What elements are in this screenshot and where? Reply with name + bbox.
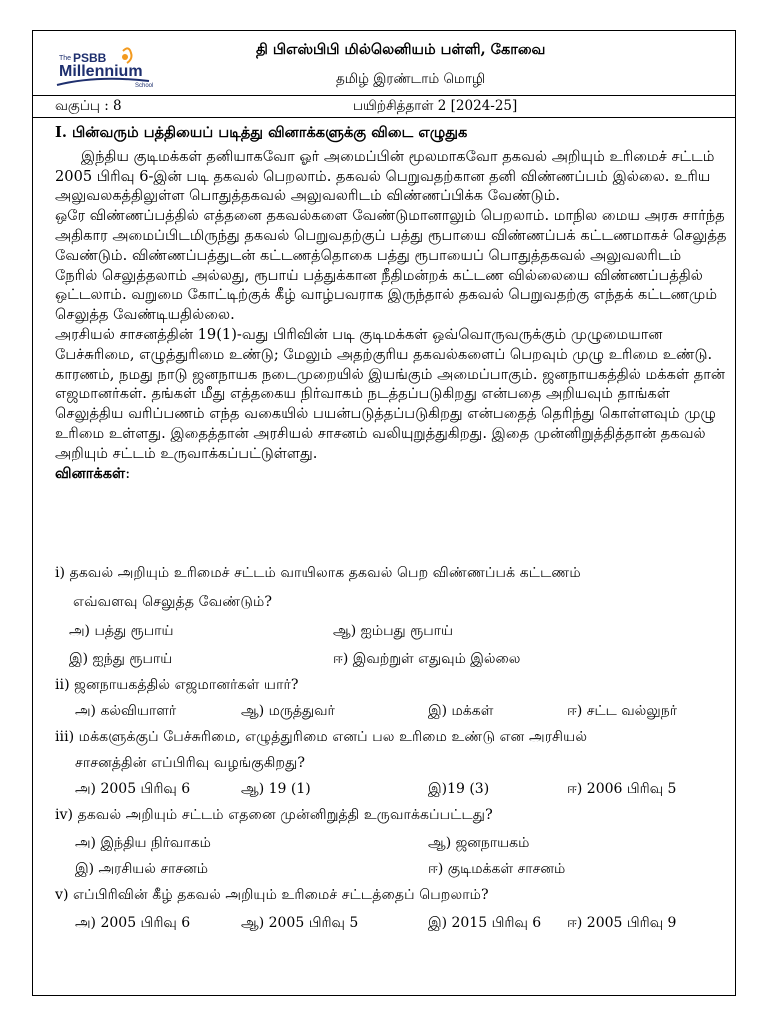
- question-1: i) தகவல் அறியும் உரிமைச் சட்டம் வாயிலாக தகவல் பெற விண்ணப்பக் கட்டணம்: [55, 565, 581, 581]
- question-4-option-d: ஈ) குடிமக்கள் சாசனம்: [428, 861, 566, 877]
- worksheet-page: [32, 30, 736, 996]
- question-2-option-b: ஆ) மருத்துவர்: [241, 703, 335, 719]
- question-1-option-b: ஆ) ஐம்பது ரூபாய்: [333, 623, 453, 639]
- class-label: வகுப்பு : 8: [55, 98, 122, 114]
- question-4-option-b: ஆ) ஜனநாயகம்: [428, 835, 530, 851]
- question-5-option-c: இ) 2015 பிரிவு 6: [428, 915, 542, 931]
- question-5-option-b: ஆ) 2005 பிரிவு 5: [241, 915, 359, 931]
- question-4: iv) தகவல் அறியும் சட்டம் எதனை முன்னிறுத்தி உருவாக்கப்பட்டது?: [55, 807, 493, 823]
- logo-millennium: Millennium: [59, 63, 143, 80]
- question-5: v) எப்பிரிவின் கீழ் தகவல் அறியும் உரிமைச் சட்டத்தைப் பெறலாம்?: [55, 887, 489, 903]
- question-2-option-a: அ) கல்வியாளர்: [75, 703, 177, 719]
- question-1-option-a: அ) பத்து ரூபாய்: [69, 623, 174, 639]
- header-divider-bottom: [33, 117, 735, 118]
- question-2: ii) ஜனநாயகத்தில் எஜமானர்கள் யார்?: [55, 677, 299, 693]
- question-1-continued: எவ்வளவு செலுத்த வேண்டும்?: [73, 594, 273, 610]
- logo-psbb: PSBB: [73, 51, 107, 65]
- question-3-option-b: ஆ) 19 (1): [241, 781, 311, 797]
- questions-colon: :: [125, 464, 131, 482]
- logo-school: School: [135, 83, 154, 89]
- question-3-continued: சாசனத்தின் எப்பிரிவு வழங்குகிறது?: [75, 755, 306, 771]
- question-3-option-d: ஈ) 2006 பிரிவு 5: [567, 781, 677, 797]
- worksheet-label: பயிற்சித்தாள் 2 [2024-25]: [353, 98, 518, 114]
- question-5-option-d: ஈ) 2005 பிரிவு 9: [567, 915, 677, 931]
- questions-heading: [55, 464, 727, 484]
- question-4-option-c: இ) அரசியல் சாசனம்: [75, 861, 209, 877]
- passage-paragraph-1: இந்திய குடிமக்கள் தனியாகவோ ஓர் அமைப்பின் மூலமாகவோ தகவல் அறியும் உரிமைச் சட்டம் 2005 பிரிவு 6-இன் படி தகவல் பெறலாம். தகவல் பெறுவதற்கான தனி விண்ணப்பம் இல்லை. உரிய அலுவலகத்திலுள்ள பொதுத்தகவல் அலுவலரிடம் விண்ணப்பிக்க வேண்டும்.: [55, 147, 715, 205]
- header-divider-top: [33, 95, 735, 96]
- question-2-option-c: இ) மக்கள்: [428, 703, 494, 719]
- passage-paragraph-2: ஒரே விண்ணப்பத்தில் எத்தனை தகவல்களை வேண்டுமானாலும் பெறலாம். மாநில மைய அரசு சார்ந்த அதிகார அமைப்பிடமிருந்து தகவல் பெறுவதற்குப் பத்து ரூபாயை விண்ணப்பக் கட்டணமாகச் செலுத்த வேண்டும். விண்ணப்பத்துடன் கட்டணத்தொகை பத்து ரூபாயைப் பொதுத்தகவல் அலுவலரிடம் நேரில் செலுத்தலாம் அல்லது, ரூபாய் பத்துக்கான நீதிமன்றக் கட்டண வில்லையை விண்ணப்பத்தில் ஒட்டலாம். வறுமை கோட்டிற்குக் கீழ் வாழ்பவராக இருந்தால் தகவல் பெறுவதற்கு எந்தக் கட்டணமும் செலுத்த வேண்டியதில்லை.: [55, 207, 727, 324]
- question-1-option-c: இ) ஐந்து ரூபாய்: [69, 651, 173, 667]
- question-3: iii) மக்களுக்குப் பேச்சுரிமை, எழுத்துரிமை எனப் பல உரிமை உண்டு என அரசியல்: [55, 729, 588, 745]
- passage-section: [55, 123, 727, 483]
- logo-the: The: [59, 55, 72, 62]
- section-title: I. பின்வரும் பத்தியைப் படித்து வினாக்களுக்கு விடை எழுதுக: [55, 124, 468, 141]
- question-2-option-d: ஈ) சட்ட வல்லுநர்: [567, 703, 678, 719]
- question-1-option-d: ஈ) இவற்றுள் எதுவும் இல்லை: [333, 651, 521, 667]
- question-4-option-a: அ) இந்திய நிர்வாகம்: [75, 835, 211, 851]
- passage-paragraph-3: அரசியல் சாசனத்தின் 19(1)-வது பிரிவின் படி குடிமக்கள் ஒவ்வொருவருக்கும் முழுமையான பேச்சுரிமை, எழுத்துரிமை உண்டு; மேலும் அதற்குரிய தகவல்களைப் பெறவும் முழு உரிமை உண்டு. காரணம், நமது நாடு ஜனநாயக நடைமுறையில் இயங்கும் அமைப்பாகும். ஜனநாயகத்தில் மக்கள் தான் எஜமானர்கள். தங்கள் மீது எத்தகைய நிர்வாகம் நடத்தப்படுகிறது என்பதை அறியவும் தாங்கள் செலுத்திய வரிப்பணம் எந்த வகையில் பயன்படுத்தப்படுகிறது என்பதைத் தெரிந்து கொள்ளவும் முழு உரிமை உள்ளது. இதைத்தான் அரசியல் சாசனம் வலியுறுத்துகிறது. இதை முன்னிறுத்தித்தான் தகவல் அறியும் சட்டம் உருவாக்கப்பட்டுள்ளது.: [55, 325, 726, 462]
- school-name: தி பிஎஸ்பிபி மில்லெனியம் பள்ளி, கோவை: [256, 41, 546, 58]
- question-3-option-a: அ) 2005 பிரிவு 6: [75, 781, 191, 797]
- questions-label: வினாக்கள்: [55, 464, 126, 482]
- question-3-option-c: இ)19 (3): [428, 781, 490, 797]
- question-5-option-a: அ) 2005 பிரிவு 6: [75, 915, 191, 931]
- subject-title: தமிழ் இரண்டாம் மொழி: [336, 71, 486, 87]
